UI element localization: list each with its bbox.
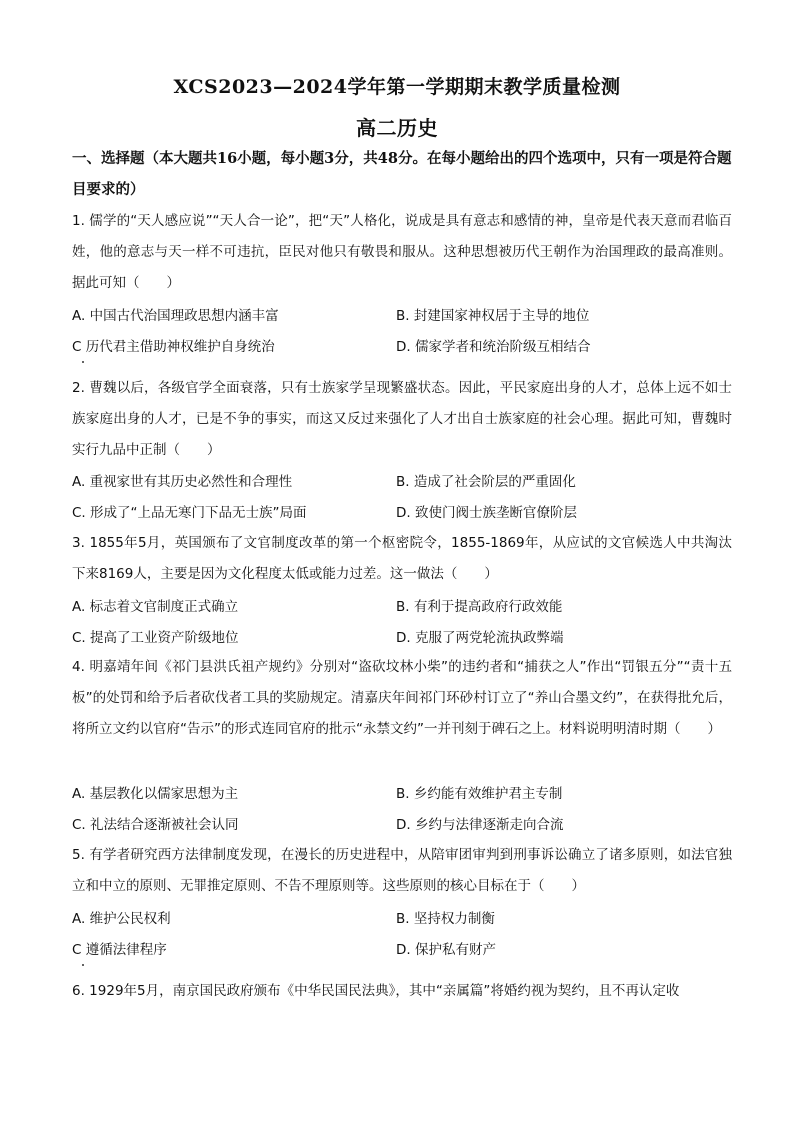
question-3-stem: 3. 1855年5月，英国颁布了文官制度改革的第一个枢密院令，1855-1869年，从应试的文官候选人中共淘汰下来8169人，主要是因为文化程度太低或能力过差。这一做法（ ） [72, 535, 732, 582]
question-2-option-d: D. 致使门阀士族垄断官僚阶层 [396, 505, 577, 521]
stray-dot [82, 964, 84, 966]
question-3-option-b: B. 有利于提高政府行政效能 [396, 599, 563, 615]
stray-dot [82, 361, 84, 363]
question-1-option-a: A. 中国古代治国理政思想内涵丰富 [72, 308, 279, 324]
question-3-option-a: A. 标志着文官制度正式确立 [72, 599, 239, 615]
question-1-option-c: C 历代君主借助神权维护自身统治 [72, 339, 275, 355]
question-2-option-c: C. 形成了“上品无寒门下品无士族”局面 [72, 505, 307, 521]
exam-title: XCS2023—2024学年第一学期期末教学质量检测 [173, 76, 621, 98]
question-5-option-a: A. 维护公民权利 [72, 911, 171, 927]
exam-subject: 高二历史 [356, 116, 438, 140]
question-5-option-d: D. 保护私有财产 [396, 942, 496, 958]
section-heading: 一、选择题（本大题共16小题，每小题3分，共48分。在每小题给出的四个选项中，只有一项是符合题目要求的） [72, 150, 732, 198]
question-4-option-b: B. 乡约能有效维护君主专制 [396, 786, 563, 802]
question-5-option-c: C 遵循法律程序 [72, 942, 167, 958]
question-2-stem: 2. 曹魏以后，各级官学全面衰落，只有士族家学呈现繁盛状态。因此，平民家庭出身的人才，总体上远不如士族家庭出身的人才，已是不争的事实，而这又反过来强化了人才出自士族家庭的社会心理。据此可知，曹魏时实行九品中正制（ ） [72, 380, 732, 458]
question-1-option-d: D. 儒家学者和统治阶级互相结合 [396, 339, 591, 355]
question-2-option-b: B. 造成了社会阶层的严重固化 [396, 474, 576, 490]
question-3-option-d: D. 克服了两党轮流执政弊端 [396, 630, 564, 646]
question-1-stem: 1. 儒学的“天人感应说”“天人合一论”，把“天”人格化，说成是具有意志和感情的神，皇帝是代表天意而君临百姓，他的意志与天一样不可违抗，臣民对他只有敬畏和服从。这种思想被历代王朝作为治国理政的最高准则。据此可知（ ） [72, 213, 732, 291]
question-5-stem: 5. 有学者研究西方法律制度发现，在漫长的历史进程中，从陪审团审判到刑事诉讼确立了诸多原则，如法官独立和中立的原则、无罪推定原则、不告不理原则等。这些原则的核心目标在于（ ） [72, 847, 732, 894]
question-1-option-b: B. 封建国家神权居于主导的地位 [396, 308, 590, 324]
question-6-stem: 6. 1929年5月，南京国民政府颁布《中华民国民法典》，其中“亲属篇”将婚约视为契约，且不再认定收 [72, 983, 680, 999]
question-4-option-c: C. 礼法结合逐渐被社会认同 [72, 817, 239, 833]
question-4-option-a: A. 基层教化以儒家思想为主 [72, 786, 239, 802]
question-4-option-d: D. 乡约与法律逐渐走向合流 [396, 817, 564, 833]
question-3-option-c: C. 提高了工业资产阶级地位 [72, 630, 239, 646]
question-2-option-a: A. 重视家世有其历史必然性和合理性 [72, 474, 293, 490]
question-4-stem: 4. 明嘉靖年间《祁门县洪氏祖产规约》分别对“盗砍坟林小柴”的违约者和“捕获之人”作出“罚银五分”“责十五板”的处罚和给予后者砍伐者工具的奖励规定。清嘉庆年间祁门环砂村订立了“养山合墨文约”，在获得批允后，将所立文约以官府“告示”的形式连同官府的批示“永禁文约”一并刊刻于碑石之上。材料说明明清时期（ ） [72, 659, 732, 737]
question-5-option-b: B. 坚持权力制衡 [396, 911, 495, 927]
